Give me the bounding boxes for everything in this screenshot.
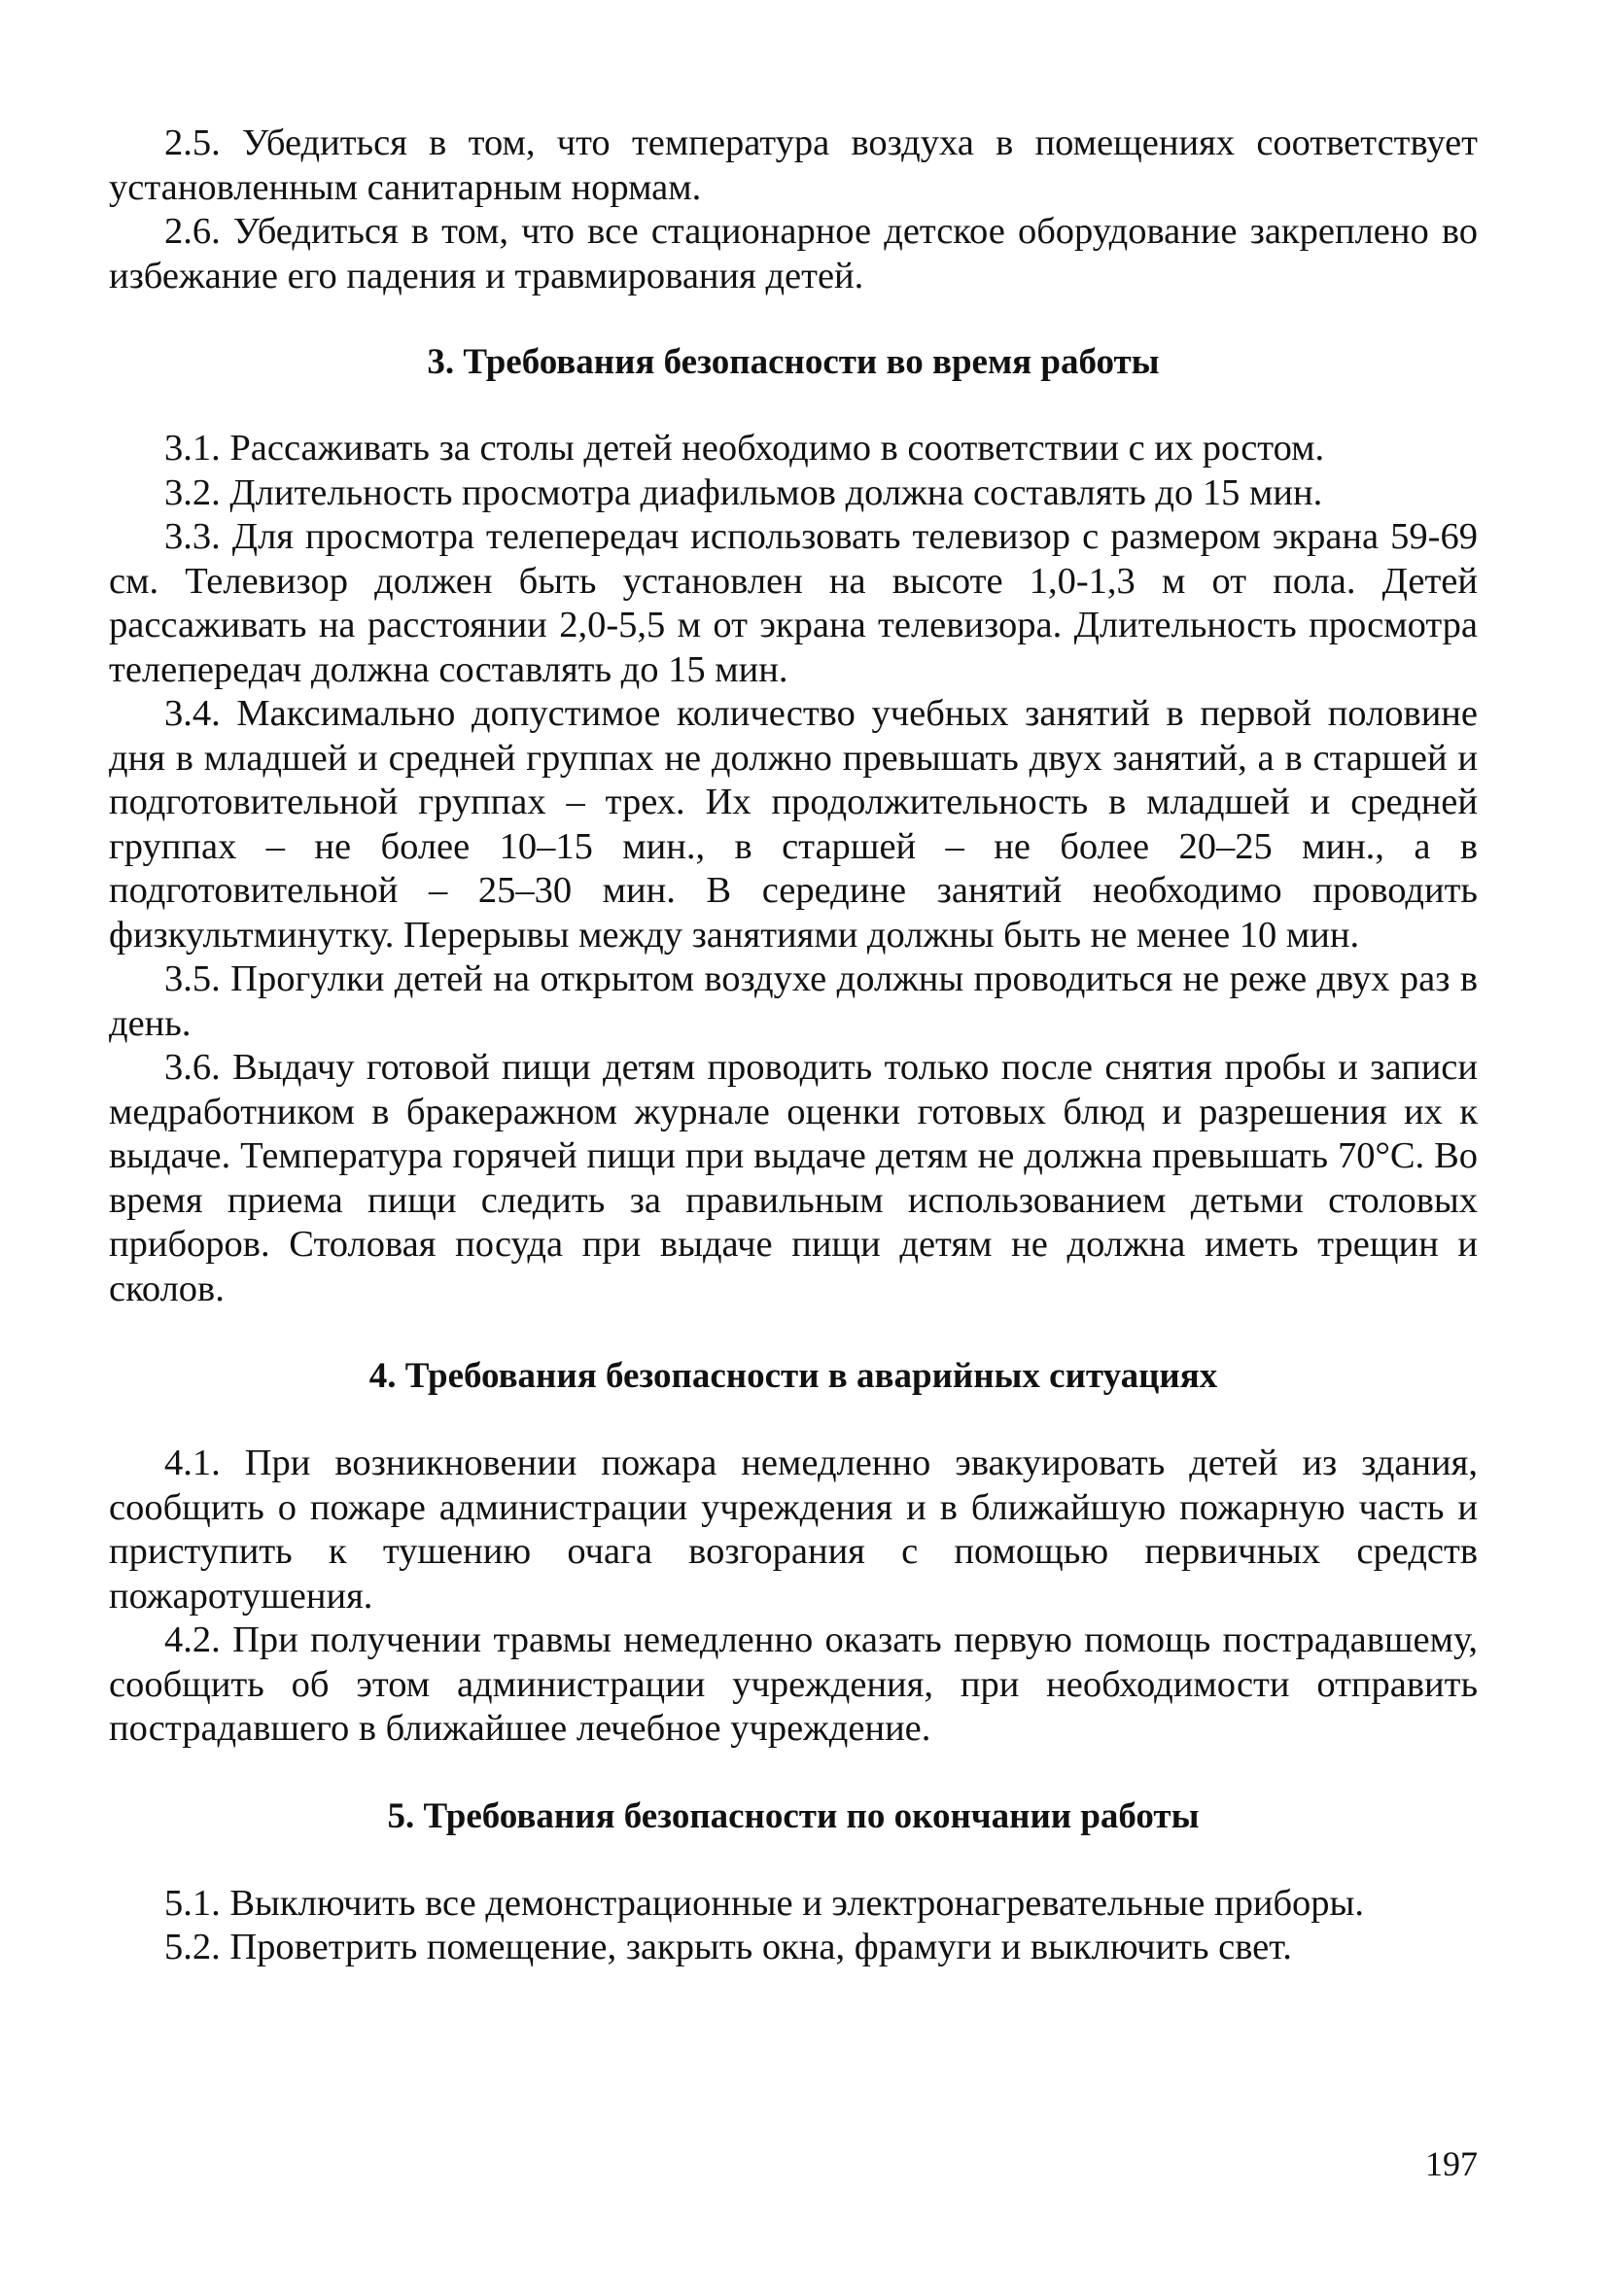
paragraph-3-4: 3.4. Максимально допустимое количество учебных занятий в первой половине дня в младшей и средней группах не должно превышать двух занятий, а в старшей и подготовительной группах – трех. Их продолжительность в младшей и средней группах – не более 10–15 мин., в старшей – не более 20–25 мин., а в подготовительной – 25–30 мин. В середине занятий необходимо проводить физкультминутку. Перерывы между занятиями должны быть не менее 10 мин. bbox=[109, 693, 1478, 956]
paragraph-4-2: 4.2. При получении травмы немедленно оказать первую помощь пострадавшему, сообщить об этом администрации учреждения, при необходимости отправить пострадавшего в ближайшее лечебное учреждение. bbox=[109, 1619, 1478, 1749]
section-4-heading: 4. Требования безопасности в аварийных ситуациях bbox=[368, 1356, 1218, 1396]
paragraph-5-1: 5.1. Выключить все демонстрационные и электронагревательные приборы. bbox=[164, 1882, 1365, 1924]
page-number: 197 bbox=[1425, 2144, 1478, 2183]
paragraph-3-2: 3.2. Длительность просмотра диафильмов должна составлять до 15 мин. bbox=[164, 471, 1323, 513]
paragraph-3-1: 3.1. Рассаживать за столы детей необходимо в соответствии с их ростом. bbox=[164, 428, 1325, 469]
paragraph-3-5: 3.5. Прогулки детей на открытом воздухе должны проводиться не реже двух раз в день. bbox=[109, 958, 1478, 1044]
paragraph-3-3: 3.3. Для просмотра телепередач использовать телевизор с размером экрана 59-69 см. Телевизор должен быть установлен на высоте 1,0-1,3 м от пола. Детей рассаживать на расстоянии 2,0-5,5 м от экрана телевизора. Длительность просмотра телепередач должна составлять до 15 мин. bbox=[109, 516, 1478, 690]
page-body bbox=[109, 122, 1478, 1970]
paragraph-2-6: 2.6. Убедиться в том, что все стационарное детское оборудование закреплено во избежание его падения и травмирования детей. bbox=[109, 211, 1478, 296]
paragraph-3-6: 3.6. Выдачу готовой пищи детям проводить только после снятия пробы и записи медработником в бракеражном журнале оценки готовых блюд и разрешения их к выдаче. Температура горячей пищи при выдаче детям не должна превышать 70°С. Во время приема пищи следить за правильным использованием детьми столовых приборов. Столовая посуда при выдаче пищи детям не должна иметь трещин и сколов. bbox=[109, 1047, 1478, 1309]
paragraph-5-2: 5.2. Проветрить помещение, закрыть окна, фрамуги и выключить свет. bbox=[164, 1927, 1292, 1967]
section-5-heading: 5. Требования безопасности по окончании работы bbox=[387, 1795, 1200, 1836]
paragraph-2-5: 2.5. Убедиться в том, что температура воздуха в помещениях соответствует установленным санитарным нормам. bbox=[109, 122, 1478, 208]
section-3-heading: 3. Требования безопасности во время работы bbox=[427, 342, 1160, 382]
paragraph-4-1: 4.1. При возникновении пожара немедленно эвакуировать детей из здания, сообщить о пожаре администрации учреждения и в ближайшую пожарную часть и приступить к тушению очага возгорания с помощью первичных средств пожаротушения. bbox=[109, 1443, 1478, 1617]
